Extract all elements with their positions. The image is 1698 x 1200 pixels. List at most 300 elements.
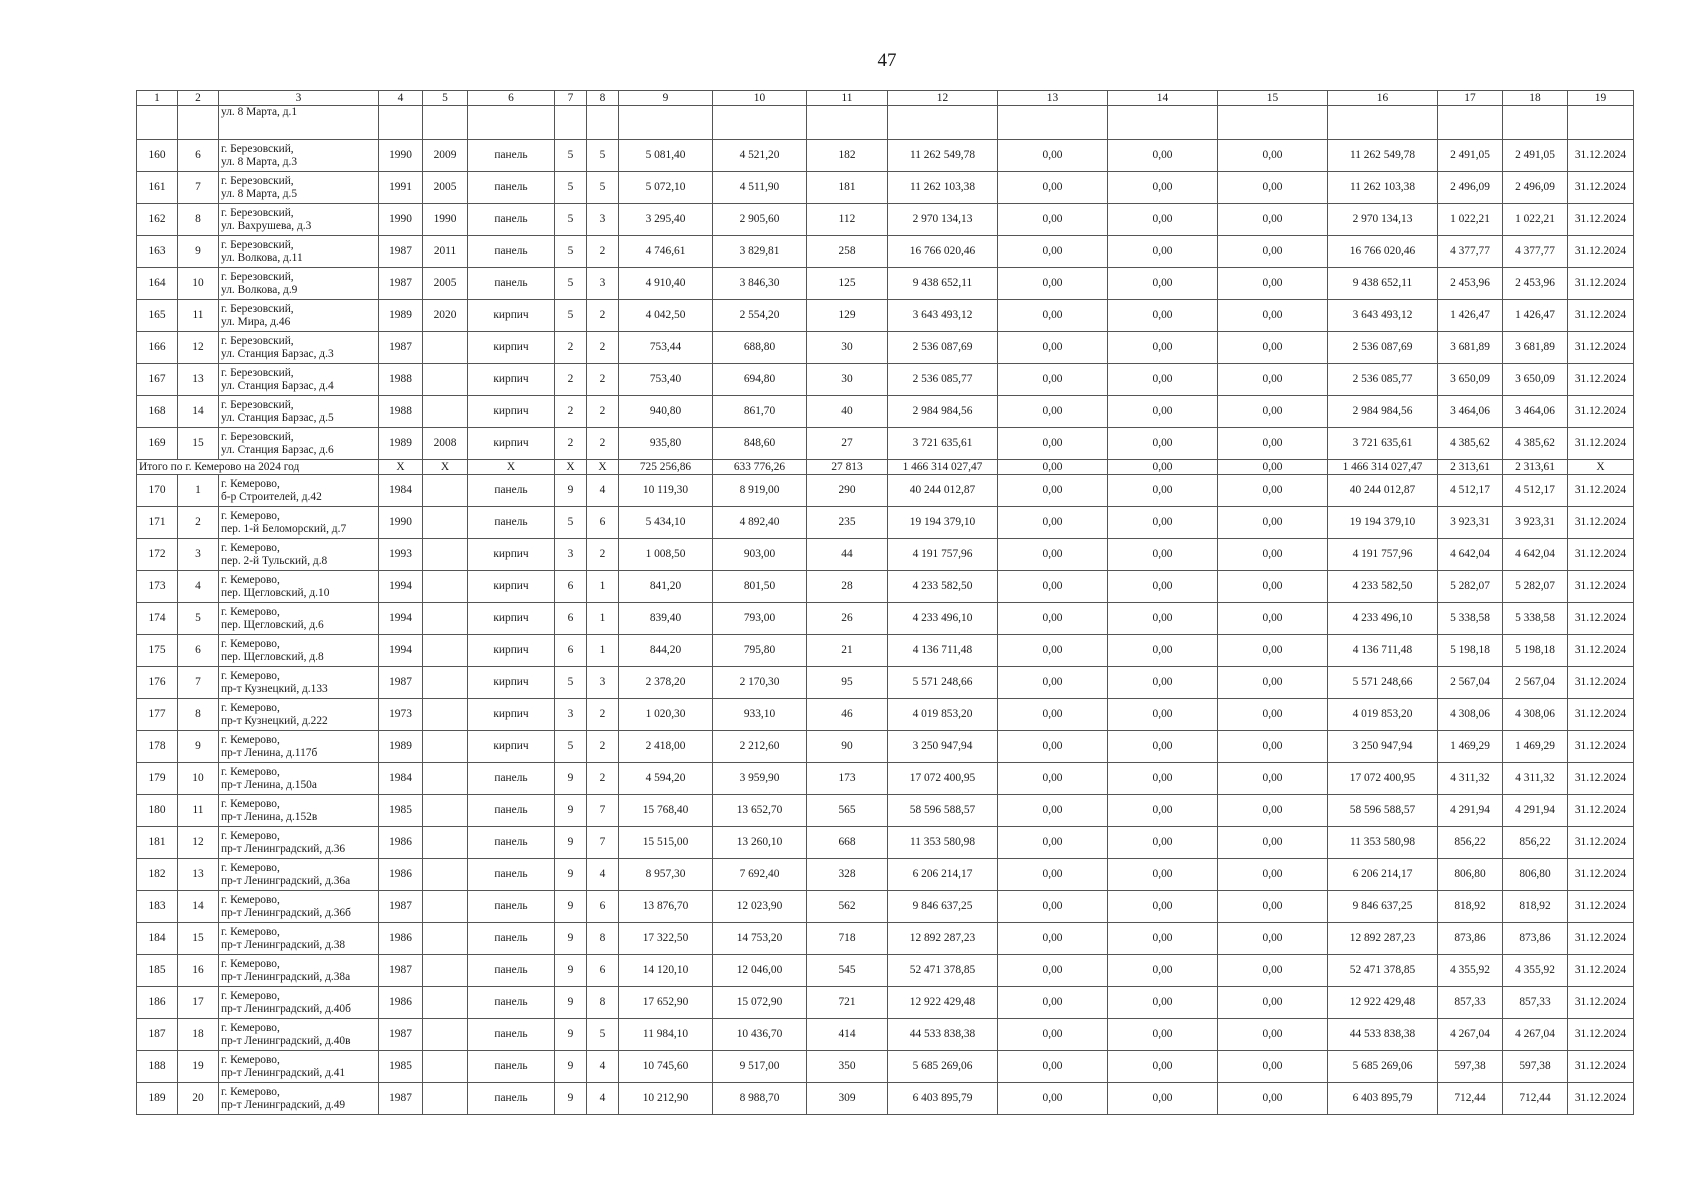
table-cell: 5 — [555, 300, 587, 332]
table-cell: 13 — [178, 859, 219, 891]
table-cell: 4 308,06 — [1438, 699, 1503, 731]
address-street: пер. 2-й Тульский, д.8 — [221, 554, 328, 567]
table-cell: 188 — [137, 1051, 178, 1083]
table-cell: 13 652,70 — [713, 795, 807, 827]
address-city: г. Березовский, — [221, 142, 294, 155]
address-street: пер. Щегловский, д.8 — [221, 650, 324, 663]
table-cell: 1988 — [379, 364, 423, 396]
table-cell: 4 642,04 — [1503, 539, 1568, 571]
address-street: пр-т Кузнецкий, д.133 — [221, 682, 328, 695]
table-cell: 31.12.2024 — [1568, 396, 1634, 428]
table-cell: 4 311,32 — [1503, 763, 1568, 795]
table-cell: 0,00 — [1218, 827, 1328, 859]
table-cell: 2 — [587, 332, 619, 364]
table-cell: 6 — [555, 603, 587, 635]
table-cell: 1990 — [379, 507, 423, 539]
table-cell: 597,38 — [1438, 1051, 1503, 1083]
table-cell: 1 022,21 — [1503, 204, 1568, 236]
table-cell — [423, 539, 468, 571]
table-cell: 5 571 248,66 — [1328, 667, 1438, 699]
address-cell — [219, 955, 379, 987]
address-cell — [219, 795, 379, 827]
table-cell: 795,80 — [713, 635, 807, 667]
table-cell: 4 — [178, 571, 219, 603]
table-cell: 31.12.2024 — [1568, 428, 1634, 460]
table-cell: панель — [468, 827, 555, 859]
table-cell: 2 212,60 — [713, 731, 807, 763]
address-cell — [219, 603, 379, 635]
table-row — [137, 268, 1634, 300]
table-cell: 1 022,21 — [1438, 204, 1503, 236]
table-cell: 0,00 — [1218, 635, 1328, 667]
table-cell: 712,44 — [1438, 1083, 1503, 1115]
column-number-header — [137, 91, 1634, 106]
table-cell: 8 — [178, 699, 219, 731]
table-cell: 168 — [137, 396, 178, 428]
table-cell: 184 — [137, 923, 178, 955]
table-cell: 0,00 — [998, 667, 1108, 699]
table-cell: 1 — [587, 635, 619, 667]
table-cell: 5 — [178, 603, 219, 635]
table-cell: 9 — [555, 763, 587, 795]
table-cell: 0,00 — [998, 699, 1108, 731]
table-cell: 0,00 — [1108, 428, 1218, 460]
table-cell: 290 — [807, 475, 888, 507]
table-cell — [423, 795, 468, 827]
address-street: пр-т Кузнецкий, д.222 — [221, 714, 328, 727]
table-cell: 3 721 635,61 — [888, 428, 998, 460]
total-cell: Х — [468, 460, 555, 475]
table-cell: кирпич — [468, 300, 555, 332]
table-cell: 688,80 — [713, 332, 807, 364]
table-cell: 2 453,96 — [1503, 268, 1568, 300]
address-cell — [219, 364, 379, 396]
table-cell: 174 — [137, 603, 178, 635]
table-cell: панель — [468, 1051, 555, 1083]
address-street: ул. Станция Барзас, д.5 — [221, 411, 334, 424]
table-cell: 1985 — [379, 1051, 423, 1083]
table-cell: 30 — [807, 364, 888, 396]
table-cell: 0,00 — [1108, 507, 1218, 539]
table-row — [137, 987, 1634, 1019]
table-cell: 2 453,96 — [1438, 268, 1503, 300]
table-cell: 3 464,06 — [1438, 396, 1503, 428]
table-cell: 28 — [807, 571, 888, 603]
table-row — [137, 827, 1634, 859]
address-city: г. Березовский, — [221, 366, 294, 379]
table-cell: 9 517,00 — [713, 1051, 807, 1083]
table-cell: 0,00 — [1218, 396, 1328, 428]
table-cell: 0,00 — [998, 603, 1108, 635]
table-cell: 0,00 — [1108, 571, 1218, 603]
address-cell — [219, 236, 379, 268]
column-header: 12 — [888, 91, 998, 106]
table-cell: 6 — [587, 507, 619, 539]
table-cell: 14 — [178, 891, 219, 923]
table-cell: 694,80 — [713, 364, 807, 396]
table-cell — [423, 635, 468, 667]
table-cell: 3 — [178, 539, 219, 571]
table-cell: 7 — [178, 667, 219, 699]
table-cell: 5 338,58 — [1503, 603, 1568, 635]
table-cell: 10 — [178, 268, 219, 300]
total-cell: 1 466 314 027,47 — [1328, 460, 1438, 475]
table-cell: 0,00 — [1218, 507, 1328, 539]
table-cell: 5 072,10 — [619, 172, 713, 204]
table-cell: 0,00 — [998, 364, 1108, 396]
table-cell: 4 308,06 — [1503, 699, 1568, 731]
table-cell: 935,80 — [619, 428, 713, 460]
table-cell: 17 072 400,95 — [1328, 763, 1438, 795]
address-cell — [219, 891, 379, 923]
table-cell: 31.12.2024 — [1568, 955, 1634, 987]
table-cell: 90 — [807, 731, 888, 763]
table-cell: 31.12.2024 — [1568, 475, 1634, 507]
table-cell: 1994 — [379, 635, 423, 667]
table-cell: 4 892,40 — [713, 507, 807, 539]
table-cell: 4 355,92 — [1503, 955, 1568, 987]
address-city: г. Кемерово, — [221, 1021, 280, 1034]
address-street: ул. Станция Барзас, д.6 — [221, 443, 334, 456]
table-cell: 14 120,10 — [619, 955, 713, 987]
table-cell: 14 — [178, 396, 219, 428]
table-cell: 173 — [807, 763, 888, 795]
table-cell: 0,00 — [1108, 731, 1218, 763]
table-cell — [423, 1019, 468, 1051]
address-city: г. Березовский, — [221, 174, 294, 187]
table-cell: 3 829,81 — [713, 236, 807, 268]
table-row — [137, 475, 1634, 507]
table-cell: 3 250 947,94 — [1328, 731, 1438, 763]
address-cell — [219, 172, 379, 204]
table-cell: 2 — [555, 332, 587, 364]
table-cell: 0,00 — [998, 1019, 1108, 1051]
table-cell — [423, 827, 468, 859]
table-cell: 0,00 — [998, 475, 1108, 507]
table-cell: 4 136 711,48 — [1328, 635, 1438, 667]
table-cell: 5 — [555, 204, 587, 236]
table-cell: 0,00 — [998, 987, 1108, 1019]
table-cell: 31.12.2024 — [1568, 268, 1634, 300]
total-row — [137, 460, 1634, 475]
table-cell: 9 — [555, 955, 587, 987]
address-cell — [219, 1051, 379, 1083]
table-row — [137, 140, 1634, 172]
table-cell: 0,00 — [998, 172, 1108, 204]
table-cell: 2 — [587, 539, 619, 571]
table-cell: 181 — [137, 827, 178, 859]
table-cell: 0,00 — [1218, 1051, 1328, 1083]
table-cell: панель — [468, 763, 555, 795]
table-cell — [423, 332, 468, 364]
table-cell: 8 — [587, 923, 619, 955]
table-cell: 3 846,30 — [713, 268, 807, 300]
table-cell: 5 — [555, 507, 587, 539]
table-cell: кирпич — [468, 539, 555, 571]
table-cell — [423, 731, 468, 763]
table-cell: 178 — [137, 731, 178, 763]
table-cell: 2 — [178, 507, 219, 539]
address-cell — [219, 428, 379, 460]
table-cell: 31.12.2024 — [1568, 140, 1634, 172]
table-cell: 26 — [807, 603, 888, 635]
table-cell: панель — [468, 172, 555, 204]
table-cell: 15 — [178, 923, 219, 955]
table-row — [137, 428, 1634, 460]
table-cell: 31.12.2024 — [1568, 987, 1634, 1019]
table-cell: 8 988,70 — [713, 1083, 807, 1115]
table-cell: 4 233 582,50 — [1328, 571, 1438, 603]
address-street: пр-т Ленинградский, д.36б — [221, 906, 351, 919]
total-cell: 1 466 314 027,47 — [888, 460, 998, 475]
table-cell: 10 436,70 — [713, 1019, 807, 1051]
table-cell: 0,00 — [1108, 955, 1218, 987]
table-cell: 1 020,30 — [619, 699, 713, 731]
table-cell: 5 — [555, 667, 587, 699]
table-cell: 4 136 711,48 — [888, 635, 998, 667]
table-cell — [423, 603, 468, 635]
table-cell: 3 — [587, 667, 619, 699]
table-cell — [423, 859, 468, 891]
table-cell: 0,00 — [1108, 172, 1218, 204]
column-header: 5 — [423, 91, 468, 106]
table-cell: 5 198,18 — [1503, 635, 1568, 667]
table-cell: 258 — [807, 236, 888, 268]
table-cell: 11 353 580,98 — [888, 827, 998, 859]
table-cell: 1993 — [379, 539, 423, 571]
table-cell: 0,00 — [1218, 268, 1328, 300]
address-street: ул. 8 Марта, д.5 — [221, 187, 298, 200]
column-header: 10 — [713, 91, 807, 106]
table-cell — [423, 571, 468, 603]
table-cell: 4 — [587, 1051, 619, 1083]
total-cell: Х — [555, 460, 587, 475]
total-cell: Х — [587, 460, 619, 475]
table-cell: 6 — [555, 571, 587, 603]
table-cell: 0,00 — [1108, 699, 1218, 731]
table-row — [137, 731, 1634, 763]
table-cell — [423, 507, 468, 539]
table-cell: 0,00 — [1108, 268, 1218, 300]
table-cell: 861,70 — [713, 396, 807, 428]
table-cell: 11 — [178, 300, 219, 332]
table-cell: 0,00 — [1218, 475, 1328, 507]
address-city: г. Кемерово, — [221, 573, 280, 586]
table-cell: 753,40 — [619, 364, 713, 396]
table-cell: 0,00 — [1218, 1019, 1328, 1051]
table-cell: 9 — [555, 1051, 587, 1083]
address-city: г. Березовский, — [221, 302, 294, 315]
table-cell: 16 766 020,46 — [1328, 236, 1438, 268]
table-cell: 9 — [555, 475, 587, 507]
column-header: 15 — [1218, 91, 1328, 106]
table-cell: кирпич — [468, 364, 555, 396]
table-cell: 5 — [587, 140, 619, 172]
table-row — [137, 396, 1634, 428]
table-cell: 0,00 — [998, 236, 1108, 268]
table-cell: 2005 — [423, 172, 468, 204]
table-row — [137, 571, 1634, 603]
table-cell: 31.12.2024 — [1568, 507, 1634, 539]
table-cell: 0,00 — [1108, 667, 1218, 699]
table-cell — [423, 475, 468, 507]
address-street: ул. Вахрушева, д.3 — [221, 219, 312, 232]
address-city: г. Кемерово, — [221, 605, 280, 618]
table-row — [137, 955, 1634, 987]
table-cell: 0,00 — [1108, 923, 1218, 955]
table-cell: 4 377,77 — [1438, 236, 1503, 268]
table-cell: 8 — [587, 987, 619, 1019]
table-cell: 0,00 — [1218, 539, 1328, 571]
column-header: 13 — [998, 91, 1108, 106]
continued-address: ул. 8 Марта, д.1 — [219, 106, 379, 140]
table-cell: 31.12.2024 — [1568, 300, 1634, 332]
table-cell: 13 876,70 — [619, 891, 713, 923]
table-cell: 52 471 378,85 — [888, 955, 998, 987]
column-header: 14 — [1108, 91, 1218, 106]
table-cell: 9 438 652,11 — [888, 268, 998, 300]
table-cell: 0,00 — [998, 923, 1108, 955]
address-city: г. Березовский, — [221, 398, 294, 411]
table-cell: 1988 — [379, 396, 423, 428]
table-cell: 1989 — [379, 731, 423, 763]
table-cell: 8 919,00 — [713, 475, 807, 507]
table-cell: 125 — [807, 268, 888, 300]
table-cell: 2 — [555, 364, 587, 396]
table-cell: 31.12.2024 — [1568, 204, 1634, 236]
table-cell: 1987 — [379, 667, 423, 699]
table-cell: 5 — [555, 172, 587, 204]
table-cell: 181 — [807, 172, 888, 204]
table-cell: панель — [468, 923, 555, 955]
address-cell — [219, 1083, 379, 1115]
table-cell: 31.12.2024 — [1568, 635, 1634, 667]
table-row — [137, 667, 1634, 699]
table-cell: 2 491,05 — [1503, 140, 1568, 172]
table-cell: 183 — [137, 891, 178, 923]
table-cell: 1989 — [379, 300, 423, 332]
table-cell: 7 692,40 — [713, 859, 807, 891]
table-cell: 0,00 — [998, 571, 1108, 603]
table-cell: 0,00 — [1108, 1051, 1218, 1083]
address-city: г. Березовский, — [221, 238, 294, 251]
table-cell: 0,00 — [1218, 428, 1328, 460]
table-cell: 2 536 085,77 — [888, 364, 998, 396]
table-cell: 9 — [178, 236, 219, 268]
table-cell: 0,00 — [1108, 795, 1218, 827]
table-cell: 5 338,58 — [1438, 603, 1503, 635]
table-cell: 40 244 012,87 — [888, 475, 998, 507]
table-cell: 15 072,90 — [713, 987, 807, 1019]
table-cell: 873,86 — [1438, 923, 1503, 955]
table-cell: 0,00 — [998, 539, 1108, 571]
address-cell — [219, 268, 379, 300]
table-cell: 15 — [178, 428, 219, 460]
table-cell: 2005 — [423, 268, 468, 300]
table-cell: 2 — [587, 236, 619, 268]
table-cell: 2 — [587, 731, 619, 763]
table-cell: 17 322,50 — [619, 923, 713, 955]
table-cell: 1 — [587, 571, 619, 603]
table-row — [137, 635, 1634, 667]
table-cell: 1 008,50 — [619, 539, 713, 571]
table-cell: 12 892 287,23 — [888, 923, 998, 955]
address-street: ул. 8 Марта, д.3 — [221, 155, 298, 168]
table-cell: 4 019 853,20 — [888, 699, 998, 731]
table-cell: 165 — [137, 300, 178, 332]
table-cell: 12 — [178, 332, 219, 364]
table-cell: 2009 — [423, 140, 468, 172]
total-cell: 633 776,26 — [713, 460, 807, 475]
table-cell: 5 — [555, 731, 587, 763]
table-cell: 3 721 635,61 — [1328, 428, 1438, 460]
address-street: ул. Мира, д.46 — [221, 315, 291, 328]
address-street: пр-т Ленинградский, д.40б — [221, 1002, 351, 1015]
table-cell: 186 — [137, 987, 178, 1019]
table-cell: 0,00 — [998, 635, 1108, 667]
table-body — [137, 91, 1634, 1115]
table-cell: 712,44 — [1503, 1083, 1568, 1115]
table-cell: панель — [468, 891, 555, 923]
table-cell: 1990 — [379, 140, 423, 172]
table-cell: 177 — [137, 699, 178, 731]
table-cell: 12 046,00 — [713, 955, 807, 987]
table-cell: 2020 — [423, 300, 468, 332]
table-cell: 0,00 — [1218, 763, 1328, 795]
table-cell: 0,00 — [998, 332, 1108, 364]
table-cell: 161 — [137, 172, 178, 204]
table-cell: 4 385,62 — [1438, 428, 1503, 460]
table-cell: 5 — [587, 1019, 619, 1051]
table-cell: 0,00 — [1218, 955, 1328, 987]
housing-register-table — [136, 90, 1634, 1115]
table-cell: 1986 — [379, 987, 423, 1019]
table-cell: 20 — [178, 1083, 219, 1115]
table-cell: 0,00 — [1218, 699, 1328, 731]
address-city: г. Березовский, — [221, 334, 294, 347]
table-cell: 3 681,89 — [1503, 332, 1568, 364]
table-cell: 5 282,07 — [1503, 571, 1568, 603]
table-cell: 58 596 588,57 — [888, 795, 998, 827]
table-cell: 11 353 580,98 — [1328, 827, 1438, 859]
table-cell: 30 — [807, 332, 888, 364]
table-cell: 9 — [178, 731, 219, 763]
address-cell — [219, 140, 379, 172]
table-cell: 176 — [137, 667, 178, 699]
total-cell: Х — [1568, 460, 1634, 475]
table-cell: 0,00 — [998, 268, 1108, 300]
table-cell: 721 — [807, 987, 888, 1019]
table-cell: 5 282,07 — [1438, 571, 1503, 603]
table-cell: 31.12.2024 — [1568, 827, 1634, 859]
table-row — [137, 1083, 1634, 1115]
table-row — [137, 1019, 1634, 1051]
table-cell: 31.12.2024 — [1568, 667, 1634, 699]
table-cell: 0,00 — [1108, 1083, 1218, 1115]
table-cell: 31.12.2024 — [1568, 923, 1634, 955]
table-cell: 171 — [137, 507, 178, 539]
table-cell: 6 206 214,17 — [1328, 859, 1438, 891]
table-cell: 1994 — [379, 603, 423, 635]
column-header: 9 — [619, 91, 713, 106]
table-cell: 1984 — [379, 763, 423, 795]
table-cell: 31.12.2024 — [1568, 1019, 1634, 1051]
table-cell: 2 378,20 — [619, 667, 713, 699]
table-cell: 21 — [807, 635, 888, 667]
table-cell: 0,00 — [998, 795, 1108, 827]
table-cell: панель — [468, 1019, 555, 1051]
table-cell: 806,80 — [1503, 859, 1568, 891]
